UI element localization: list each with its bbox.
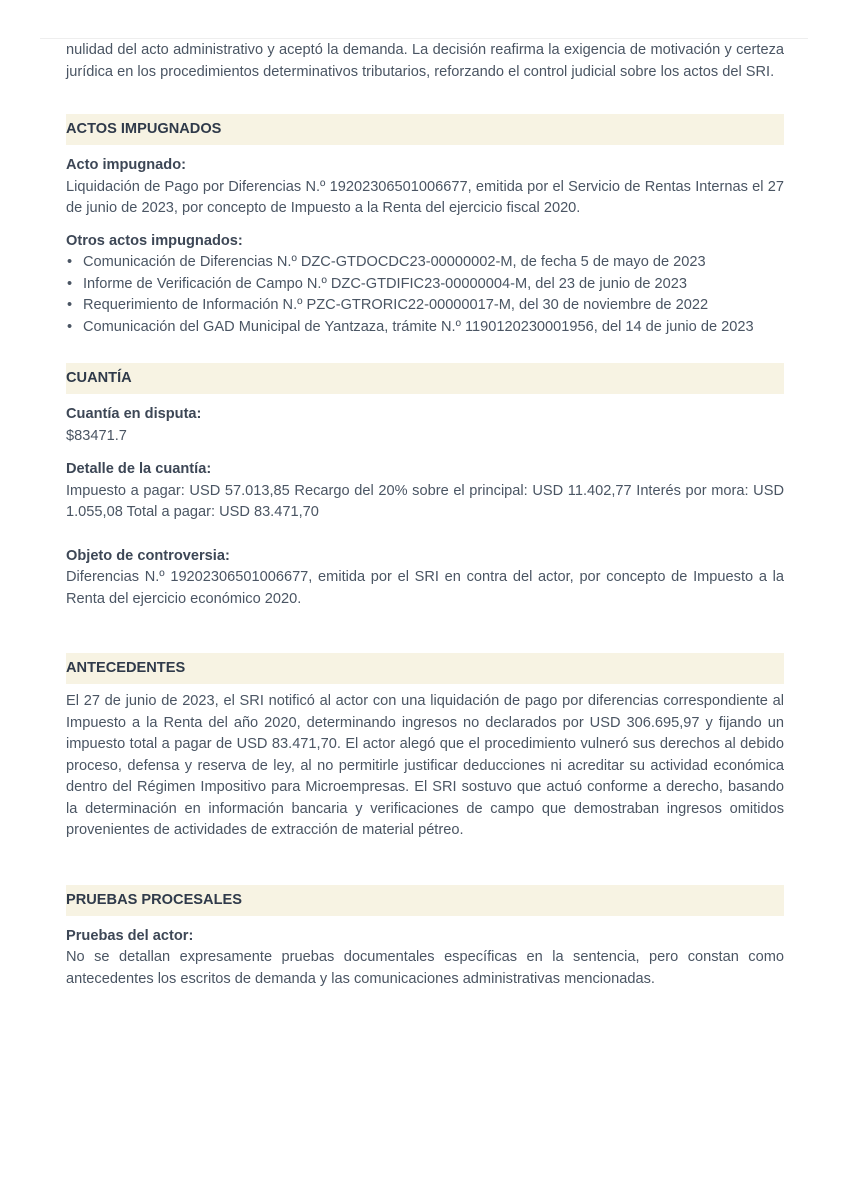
list-item: • Comunicación de Diferencias N.º DZC-GTDOCDC23-00000002-M, de fecha 5 de mayo de 2023 [66,252,784,274]
detalle-cuantia-text: Impuesto a pagar: USD 57.013,85 Recargo del 20% sobre el principal: USD 11.402,77 Interés por mora: USD 1.055,08 Total a pagar: USD 83.471,70 [66,482,784,520]
objeto-controversia-label: Objeto de controversia: [66,547,230,564]
antecedentes-text: El 27 de junio de 2023, el SRI notificó al actor con una liquidación de pago por diferencias correspondiente al Impuesto a la Renta del año 2020, determinando ingresos no declarados por USD 306.695,97 y fijando un impuesto total a pagar de USD 83.471,70. El actor alegó que el procedimiento vulneró sus derechos al debido proceso, defensa y reserva de ley, al no permitirle justificar deducciones ni acreditar su actividad económica dentro del Régimen Impositivo para Microempresas. El SRI sostuvo que actuó conforme a derecho, basando la determinación en información bancaria y verificaciones de campo que demostraban ingresos omitidos provenientes de actividades de extracción de material pétreo. [66,693,784,838]
acto-impugnado-text: Liquidación de Pago por Diferencias N.º 19202306501006677, emitida por el Servicio de Rentas Internas el 27 de junio de 2023, por concepto de Impuesto a la Renta del ejercicio fiscal 2020. [66,178,784,216]
section-header-cuantia: CUANTÍA [66,363,784,394]
pruebas-actor-text: No se detallan expresamente pruebas documentales específicas en la sentencia, pero constan como antecedentes los escritos de demanda y las comunicaciones administrativas mencionadas. [66,949,784,987]
section-header-actos: ACTOS IMPUGNADOS [66,114,784,145]
list-item: • Informe de Verificación de Campo N.º DZC-GTDIFIC23-00000004-M, del 23 de junio de 2023 [66,274,784,296]
page-top-rule [40,38,808,39]
cuantia-disputa-label: Cuantía en disputa: [66,406,202,422]
section-header-antecedentes: ANTECEDENTES [66,653,784,684]
section-header-pruebas: PRUEBAS PROCESALES [66,885,784,916]
list-item: • Comunicación del GAD Municipal de Yantzaza, trámite N.º 1190120230001956, del 14 de junio de 2023 [66,317,784,339]
pruebas-actor-label: Pruebas del actor: [66,927,194,944]
detalle-cuantia-label: Detalle de la cuantía: [66,461,212,477]
intro-paragraph: nulidad del acto administrativo y aceptó la demanda. La decisión reafirma la exigencia de motivación y certeza jurídica en los procedimientos determinativos tributarios, reforzando el control judicial sobre los actos del SRI. [66,42,784,80]
otros-actos-label: Otros actos impugnados: [66,232,243,249]
objeto-controversia-text: Diferencias N.º 19202306501006677, emitida por el SRI en contra del actor, por concepto de Impuesto a la Renta del ejercicio económico 2020. [66,569,784,607]
document-page [66,40,784,990]
acto-impugnado-label: Acto impugnado: [66,157,186,173]
cuantia-disputa-value: $83471.7 [66,427,127,444]
otros-actos-list [66,252,784,338]
list-item: • Requerimiento de Información N.º PZC-GTRORIC22-00000017-M, del 30 de noviembre de 2022 [66,295,784,317]
